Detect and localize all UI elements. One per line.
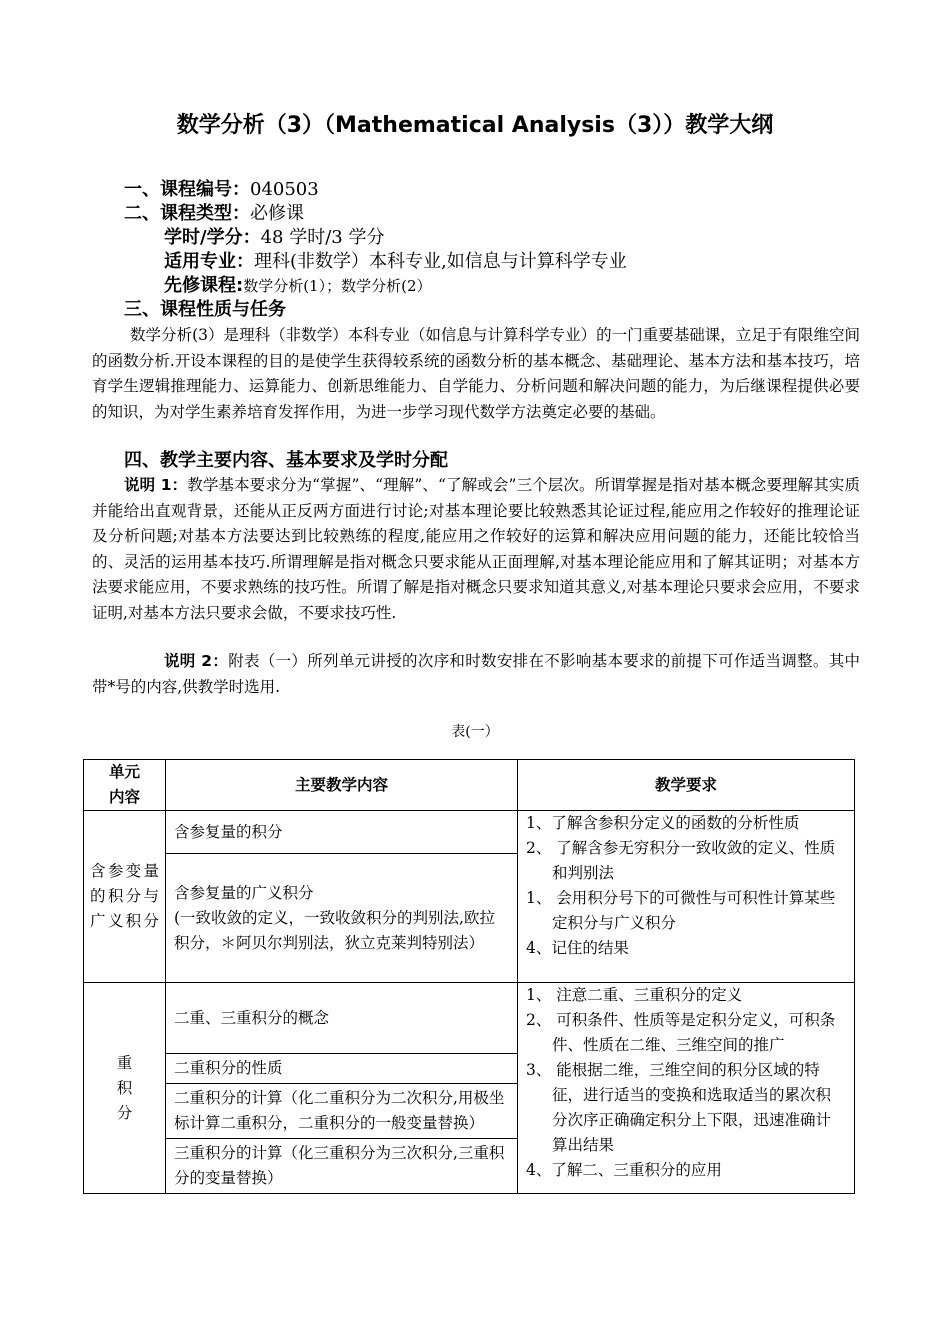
requirement-item: 2、 了解含参无穷积分一致收敛的定义、性质和判别法	[526, 839, 836, 882]
requirements-cell	[518, 811, 855, 983]
note2	[92, 649, 860, 700]
requirement-item: 2、 可积条件、性质等是定积分定义，可积条件、性质在二维、三维空间的推广	[526, 1011, 836, 1054]
requirement-item: 3、 能根据二维，三维空间的积分区域的特征，进行适当的变换和选取适当的累次积分次序正确确定积分上下限，迅速准确计算出结果	[526, 1061, 832, 1154]
content-cell: 二重积分的计算（化二重积分为二次积分,用极坐标计算二重积分，二重积分的一般变量替换）	[166, 1084, 518, 1139]
table-row	[84, 811, 855, 854]
content-cell: 三重积分的计算（化三重积分为三次积分,三重积分的变量替换）	[166, 1139, 518, 1194]
note2-label: 说明 2：	[164, 652, 229, 670]
unit-header: 单元 内容	[84, 760, 166, 811]
note1	[92, 473, 860, 626]
applicable-major-label: 适用专业：	[164, 251, 254, 272]
unit-cell-parametric: 含参变量的积分与广义积分	[84, 811, 166, 983]
section3-body: 数学分析(3）是理科（非数学）本科专业（如信息与计算科学专业）的一门重要基础课，立足于有限维空间的函数分析.开设本课程的目的是使学生获得较系统的函数分析的基本概念、基础理论、基本方法和基本技巧，培育学生逻辑推理能力、运算能力、创新思维能力、自学能力、分析问题和解决问题的能力，为后继课程提供必要的知识，为对学生素养培育发挥作用，为进一步学习现代数学方法奠定必要的基础。	[92, 326, 860, 421]
requirement-item: 4、了解二、三重积分的应用	[526, 1161, 722, 1179]
requirement-item: 1、 会用积分号下的可微性与可积性计算某些定积分与广义积分	[526, 889, 836, 932]
course-code	[124, 178, 319, 202]
applicable-major-value: 理科(非数学）本科专业,如信息与计算科学专业	[254, 251, 627, 272]
course-type-value: 必修课	[250, 203, 304, 224]
note1-body: 教学基本要求分为“掌握”、“理解”、“了解或会”三个层次。所谓掌握是指对基本概念要理解其实质并能给出直观背景，还能从正反两方面进行讨论;对基本理论要比较熟悉其论证过程,能应用之作较好的推理论证及分析问题;对基本方法要达到比较熟练的程度,能应用之作较好的运算和解决应用问题的能力，还能比较恰当的、灵活的运用基本技巧.所谓理解是指对概念只要求能从正面理解,对基本理论能应用和了解其证明；对基本方法要求能应用，不要求熟练的技巧性。所谓了解是指对概念只要求知道其意义,对基本理论只要求会应用，不要求证明,对基本方法只要求会做，不要求技巧性.	[92, 476, 860, 622]
requirements-header: 教学要求	[518, 760, 855, 811]
prerequisites-value: 数学分析(1）；数学分析(2）	[243, 277, 432, 295]
requirements-cell	[518, 983, 855, 1194]
syllabus-table	[83, 759, 855, 1194]
content-cell: 二重积分的性质	[166, 1054, 518, 1084]
section3-heading: 三、课程性质与任务	[124, 299, 286, 320]
section4-heading: 四、教学主要内容、基本要求及学时分配	[124, 450, 448, 471]
unit-cell-multiple-integrals: 重 积 分	[84, 983, 166, 1194]
course-code-label: 一、课程编号：	[124, 179, 250, 200]
content-cell: 含参复量的广义积分 (一致收敛的定义，一致收敛积分的判别法,欧拉积分，＊阿贝尔判别法，狄立克莱判特别法）	[166, 854, 518, 983]
requirement-item: 1、 注意二重、三重积分的定义	[526, 986, 743, 1004]
table-row	[84, 983, 855, 1054]
prerequisites	[164, 274, 432, 298]
hours-credits-label: 学时/学分：	[164, 227, 261, 248]
content-cell: 含参复量的积分	[166, 811, 518, 854]
requirement-item: 4、记住的结果	[526, 939, 629, 957]
content-cell: 二重、三重积分的概念	[166, 983, 518, 1054]
hours-credits	[164, 226, 384, 250]
table-caption: 表(一）	[451, 724, 499, 740]
note2-body: 附表（一）所列单元讲授的次序和时数安排在不影响基本要求的前提下可作适当调整。其中带*号的内容,供教学时选用.	[92, 652, 860, 696]
prerequisites-label: 先修课程:	[164, 275, 244, 296]
applicable-major	[164, 250, 627, 274]
content-header: 主要教学内容	[166, 760, 518, 811]
hours-credits-value: 48 学时/3 学分	[260, 227, 385, 248]
page-title: 数学分析（3）（Mathematical Analysis（3））教学大纲	[176, 113, 774, 138]
course-type-label: 二、课程类型：	[124, 203, 250, 224]
note1-label: 说明 1：	[124, 476, 188, 494]
table-header-row	[84, 760, 855, 811]
requirement-item: 1、了解含参积分定义的函数的分析性质	[526, 814, 800, 832]
course-type	[124, 202, 304, 226]
course-code-value: 040503	[250, 179, 319, 200]
